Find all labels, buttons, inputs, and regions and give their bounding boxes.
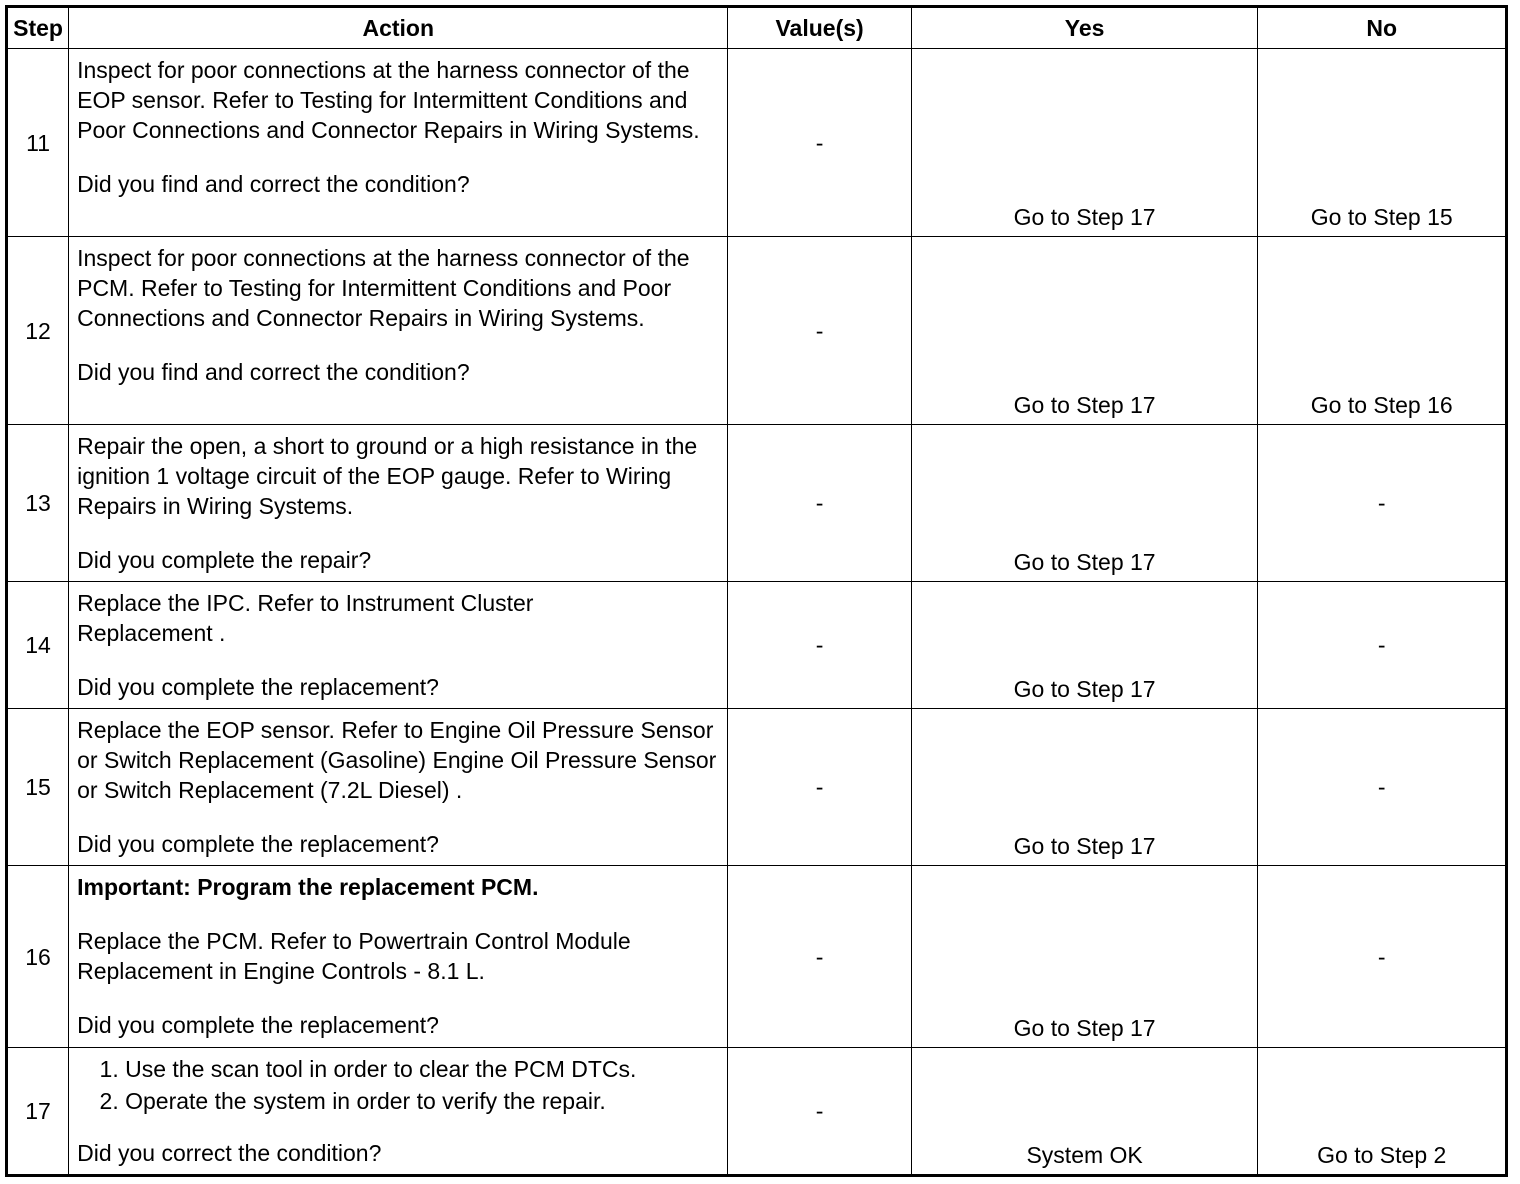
header-yes: Yes bbox=[911, 7, 1258, 49]
value-cell: - bbox=[728, 709, 911, 866]
no-cell bbox=[1258, 49, 1507, 237]
yes-cell bbox=[911, 1048, 1258, 1176]
action-steps-list bbox=[77, 1054, 723, 1116]
important-note: Important: Program the replacement PCM. bbox=[77, 874, 539, 900]
no-cell bbox=[1258, 582, 1507, 709]
value-cell: - bbox=[728, 866, 911, 1048]
value-cell: - bbox=[728, 49, 911, 237]
value-cell: - bbox=[728, 237, 911, 425]
no-cell bbox=[1258, 709, 1507, 866]
yes-cell bbox=[911, 49, 1258, 237]
yes-cell bbox=[911, 237, 1258, 425]
action-question: Did you complete the replacement? bbox=[77, 1012, 439, 1038]
action-text: Replace the PCM. Refer to Powertrain Control Module Replacement in Engine Controls - 8.1 L. bbox=[77, 928, 631, 984]
yes-outcome: Go to Step 17 bbox=[1013, 549, 1156, 575]
action-text: Repair the open, a short to ground or a high resistance in the ignition 1 voltage circuit of the EOP gauge. Refer to Wiring Repairs in Wiring Systems. bbox=[77, 433, 698, 519]
action-text: Inspect for poor connections at the harness connector of the EOP sensor. Refer to Testing for Intermittent Conditions and Poor Connections and Connector Repairs in Wiring Systems. bbox=[77, 57, 700, 143]
step-number: 13 bbox=[7, 425, 69, 582]
table-row bbox=[7, 49, 1507, 237]
action-cell bbox=[69, 237, 728, 425]
no-outcome: - bbox=[1377, 774, 1386, 800]
action-cell bbox=[69, 709, 728, 866]
action-cell bbox=[69, 1048, 728, 1176]
no-cell bbox=[1258, 1048, 1507, 1176]
step-number: 15 bbox=[7, 709, 69, 866]
action-question: Did you find and correct the condition? bbox=[77, 171, 470, 197]
action-cell bbox=[69, 425, 728, 582]
action-cell bbox=[69, 866, 728, 1048]
step-number: 12 bbox=[7, 237, 69, 425]
no-outcome: - bbox=[1377, 943, 1386, 970]
yes-outcome: Go to Step 17 bbox=[1013, 1015, 1156, 1041]
yes-outcome: Go to Step 17 bbox=[1013, 676, 1156, 702]
header-action: Action bbox=[69, 7, 728, 49]
yes-outcome: Go to Step 17 bbox=[1013, 833, 1156, 859]
header-row bbox=[7, 7, 1507, 49]
header-no: No bbox=[1258, 7, 1507, 49]
yes-cell bbox=[911, 582, 1258, 709]
no-cell bbox=[1258, 237, 1507, 425]
value-cell: - bbox=[728, 1048, 911, 1176]
no-outcome: Go to Step 2 bbox=[1317, 1142, 1447, 1168]
action-cell bbox=[69, 582, 728, 709]
action-question: Did you complete the replacement? bbox=[77, 674, 439, 700]
diagnostic-table bbox=[5, 5, 1508, 1177]
step-number: 14 bbox=[7, 582, 69, 709]
table-row bbox=[7, 425, 1507, 582]
list-item: 1. Use the scan tool in order to clear the PCM DTCs. bbox=[125, 1054, 723, 1084]
yes-cell bbox=[911, 425, 1258, 582]
action-question: Did you find and correct the condition? bbox=[77, 359, 470, 385]
action-question: Did you complete the repair? bbox=[77, 547, 372, 573]
yes-cell bbox=[911, 709, 1258, 866]
list-item: 2. Operate the system in order to verify the repair. bbox=[125, 1086, 723, 1116]
step-number: 17 bbox=[7, 1048, 69, 1176]
table-row bbox=[7, 582, 1507, 709]
header-values: Value(s) bbox=[728, 7, 911, 49]
action-question: Did you correct the condition? bbox=[77, 1140, 382, 1166]
action-text: Replace the IPC. Refer to Instrument Cluster Replacement . bbox=[77, 590, 534, 646]
table-row bbox=[7, 866, 1507, 1048]
step-number: 11 bbox=[7, 49, 69, 237]
no-cell bbox=[1258, 425, 1507, 582]
no-outcome: - bbox=[1377, 632, 1386, 658]
yes-outcome: System OK bbox=[1026, 1142, 1143, 1168]
yes-outcome: Go to Step 17 bbox=[1013, 392, 1156, 418]
no-outcome: Go to Step 16 bbox=[1310, 392, 1453, 418]
no-cell bbox=[1258, 866, 1507, 1048]
header-step: Step bbox=[7, 7, 69, 49]
value-cell: - bbox=[728, 582, 911, 709]
table-row bbox=[7, 1048, 1507, 1176]
step-number: 16 bbox=[7, 866, 69, 1048]
value-cell: - bbox=[728, 425, 911, 582]
table-row bbox=[7, 709, 1507, 866]
action-cell bbox=[69, 49, 728, 237]
table-row bbox=[7, 237, 1507, 425]
action-text: Inspect for poor connections at the harness connector of the PCM. Refer to Testing for Intermittent Conditions and Poor Connections and Connector Repairs in Wiring Systems. bbox=[77, 245, 690, 331]
yes-cell bbox=[911, 866, 1258, 1048]
action-question: Did you complete the replacement? bbox=[77, 831, 439, 857]
yes-outcome: Go to Step 17 bbox=[1013, 204, 1156, 230]
no-outcome: - bbox=[1377, 490, 1386, 516]
action-text: Replace the EOP sensor. Refer to Engine Oil Pressure Sensor or Switch Replacement (Gasoline) Engine Oil Pressure Sensor or Switch Replacement (7.2L Diesel) . bbox=[77, 717, 717, 803]
no-outcome: Go to Step 15 bbox=[1310, 204, 1453, 230]
